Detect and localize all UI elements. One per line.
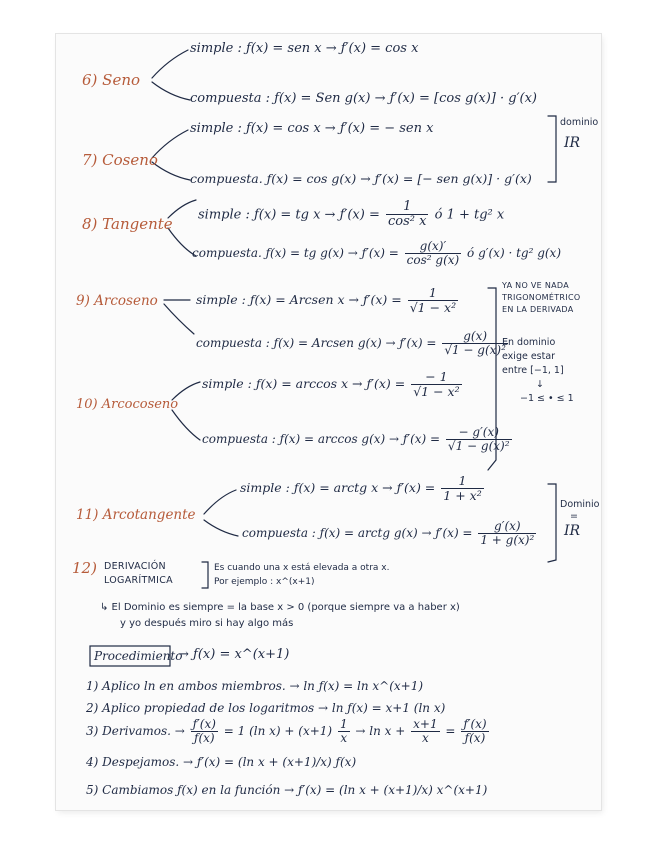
item-11-dominio-label: Dominio: [560, 499, 600, 510]
item-8-simple-lhs: simple : ƒ(x) = tg x → ƒ′(x) =: [198, 207, 380, 223]
item-6-title: 6) Seno: [82, 71, 141, 89]
item-11-compuesta-lhs: compuesta : ƒ(x) = arctg g(x) → ƒ′(x) =: [242, 526, 473, 541]
item-8-simple: [198, 200, 504, 230]
step-3-eq: =: [445, 724, 456, 739]
item-12-number: 12): [72, 559, 97, 577]
numerator: ƒ′(x): [192, 717, 216, 731]
item-11-simple-fraction: [441, 474, 483, 503]
step-4: 4) Despejamos. → ƒ′(x) = (ln x + (x+1)/x) ƒ(x): [86, 755, 357, 769]
step-3-ln: → ln x +: [355, 724, 406, 739]
step-5: 5) Cambiamos ƒ(x) en la función → ƒ′(x) = (ln x + (x+1)/x) x^(x+1): [86, 783, 488, 797]
item-8-compuesta: [192, 240, 561, 267]
denominator: cos² x: [388, 214, 427, 230]
denominator: ƒ(x): [194, 731, 215, 746]
item-10-simple-lhs: simple : ƒ(x) = arccos x → ƒ′(x) =: [202, 375, 406, 391]
item-12-title-1: DERIVACIÓN: [104, 561, 166, 572]
item-9-compuesta: [196, 330, 510, 357]
item-10-simple: [202, 370, 464, 399]
item-8-title: 8) Tangente: [82, 215, 173, 233]
item-11-compuesta-fraction: [478, 520, 536, 547]
numerator: g(x)′: [405, 240, 462, 254]
item-7-dominio-set: IR: [564, 135, 581, 151]
item-8-compuesta-fraction: [405, 240, 462, 267]
item-8-compuesta-lhs: compuesta. ƒ(x) = tg g(x) → ƒ′(x) =: [192, 246, 399, 261]
item-10-compuesta-fraction: [446, 426, 512, 453]
item-9-note-6: entre [−1, 1]: [502, 365, 564, 376]
item-7-dominio-label: dominio: [560, 117, 599, 128]
item-10-compuesta-lhs: compuesta : ƒ(x) = arccos g(x) → ƒ′(x) =: [202, 432, 441, 447]
step-3: [86, 718, 491, 745]
item-12-dominio-1: ↳ El Dominio es siempre = la base x > 0 (porque siempre va a haber x): [100, 602, 460, 613]
item-12-desc-1: Es cuando una x está elevada a otra x.: [214, 563, 390, 573]
item-12-title-2: LOGARÍTMICA: [104, 575, 173, 586]
item-9-compuesta-lhs: compuesta : ƒ(x) = Arcsen g(x) → ƒ′(x) =: [196, 336, 437, 351]
item-6-simple: simple : ƒ(x) = sen x → ƒ′(x) = cos x: [190, 41, 419, 56]
item-10-title: 10) Arcocoseno: [76, 397, 179, 412]
item-9-simple-fraction: [408, 286, 458, 315]
item-11-compuesta: [242, 520, 538, 547]
denominator: 1 + g(x)²: [480, 533, 535, 548]
step-3-fraction-2: [338, 718, 350, 745]
denominator: 1 + x²: [443, 487, 482, 503]
denominator: cos² g(x): [406, 253, 460, 268]
item-11-title: 11) Arcotangente: [76, 507, 196, 523]
numerator: − g′(x): [446, 426, 512, 440]
item-9-note-4: En dominio: [502, 337, 556, 348]
step-3-fraction-4: [461, 718, 488, 745]
step-3-fraction-1: [191, 718, 218, 745]
item-8-simple-alt: ó 1 + tg² x: [434, 207, 505, 223]
numerator: 1: [441, 474, 483, 489]
item-7-compuesta: compuesta. ƒ(x) = cos g(x) → ƒ′(x) = [− sen g(x)] · g′(x): [190, 171, 532, 186]
denominator: √1 − g(x)²: [444, 343, 506, 358]
step-1: 1) Aplico ln en ambos miembros. → ln ƒ(x) = ln x^(x+1): [86, 679, 424, 693]
denominator: √1 − x²: [409, 299, 457, 315]
denominator: x: [421, 731, 429, 746]
item-6-compuesta: compuesta : ƒ(x) = Sen g(x) → ƒ′(x) = [cos g(x)] · g′(x): [190, 91, 538, 106]
item-8-simple-fraction: [386, 200, 428, 230]
numerator: − 1: [411, 370, 461, 385]
numerator: 1: [386, 200, 428, 215]
procedimiento-label: Procedimiento: [94, 649, 183, 663]
step-3-middle: = 1 (ln x) + (x+1): [223, 724, 333, 739]
item-8-compuesta-alt: ó g′(x) · tg² g(x): [467, 246, 562, 261]
item-12-desc-2: Por ejemplo : x^(x+1): [214, 577, 315, 587]
step-3-lead: 3) Derivamos. →: [86, 724, 185, 739]
item-9-note-2: TRIGONOMÉTRICO: [502, 293, 581, 302]
step-2: 2) Aplico propiedad de los logaritmos → ln ƒ(x) = x+1 (ln x): [86, 701, 446, 715]
item-11-dominio-set: IR: [564, 523, 581, 539]
procedimiento-expression: → ƒ(x) = x^(x+1): [178, 647, 290, 662]
step-3-fraction-3: [411, 718, 439, 745]
numerator: 1: [408, 286, 458, 301]
item-9-simple-lhs: simple : ƒ(x) = Arcsen x → ƒ′(x) =: [196, 291, 402, 307]
item-9-compuesta-fraction: [442, 330, 508, 357]
item-11-dominio-eq: =: [570, 511, 578, 522]
item-11-simple: [240, 474, 486, 503]
denominator: √1 − g(x)²: [447, 439, 510, 454]
numerator: x+1: [413, 717, 438, 731]
item-7-simple: simple : ƒ(x) = cos x → ƒ′(x) = − sen x: [190, 121, 434, 136]
item-9-note-1: YA NO VE NADA: [502, 281, 570, 290]
numerator: g′(x): [478, 520, 536, 534]
item-11-simple-lhs: simple : ƒ(x) = arctg x → ƒ′(x) =: [240, 479, 436, 495]
item-9-title: 9) Arcoseno: [76, 293, 158, 309]
item-9-note-7: ↓: [536, 379, 544, 390]
item-9-note-3: EN LA DERIVADA: [502, 305, 574, 314]
denominator: x: [340, 731, 348, 746]
item-10-compuesta: [202, 426, 514, 453]
item-9-note-8: −1 ≤ • ≤ 1: [520, 393, 574, 404]
numerator: ƒ′(x): [463, 717, 487, 731]
item-9-note-5: exige estar: [502, 351, 556, 362]
item-10-simple-fraction: [411, 370, 461, 399]
numerator: g(x): [442, 330, 508, 344]
denominator: ƒ(x): [464, 731, 486, 746]
item-12-dominio-2: y yo después miro si hay algo más: [120, 618, 294, 629]
item-7-title: 7) Coseno: [82, 151, 158, 169]
denominator: √1 − x²: [413, 383, 460, 399]
item-9-simple: [196, 286, 460, 315]
numerator: 1: [339, 717, 348, 731]
